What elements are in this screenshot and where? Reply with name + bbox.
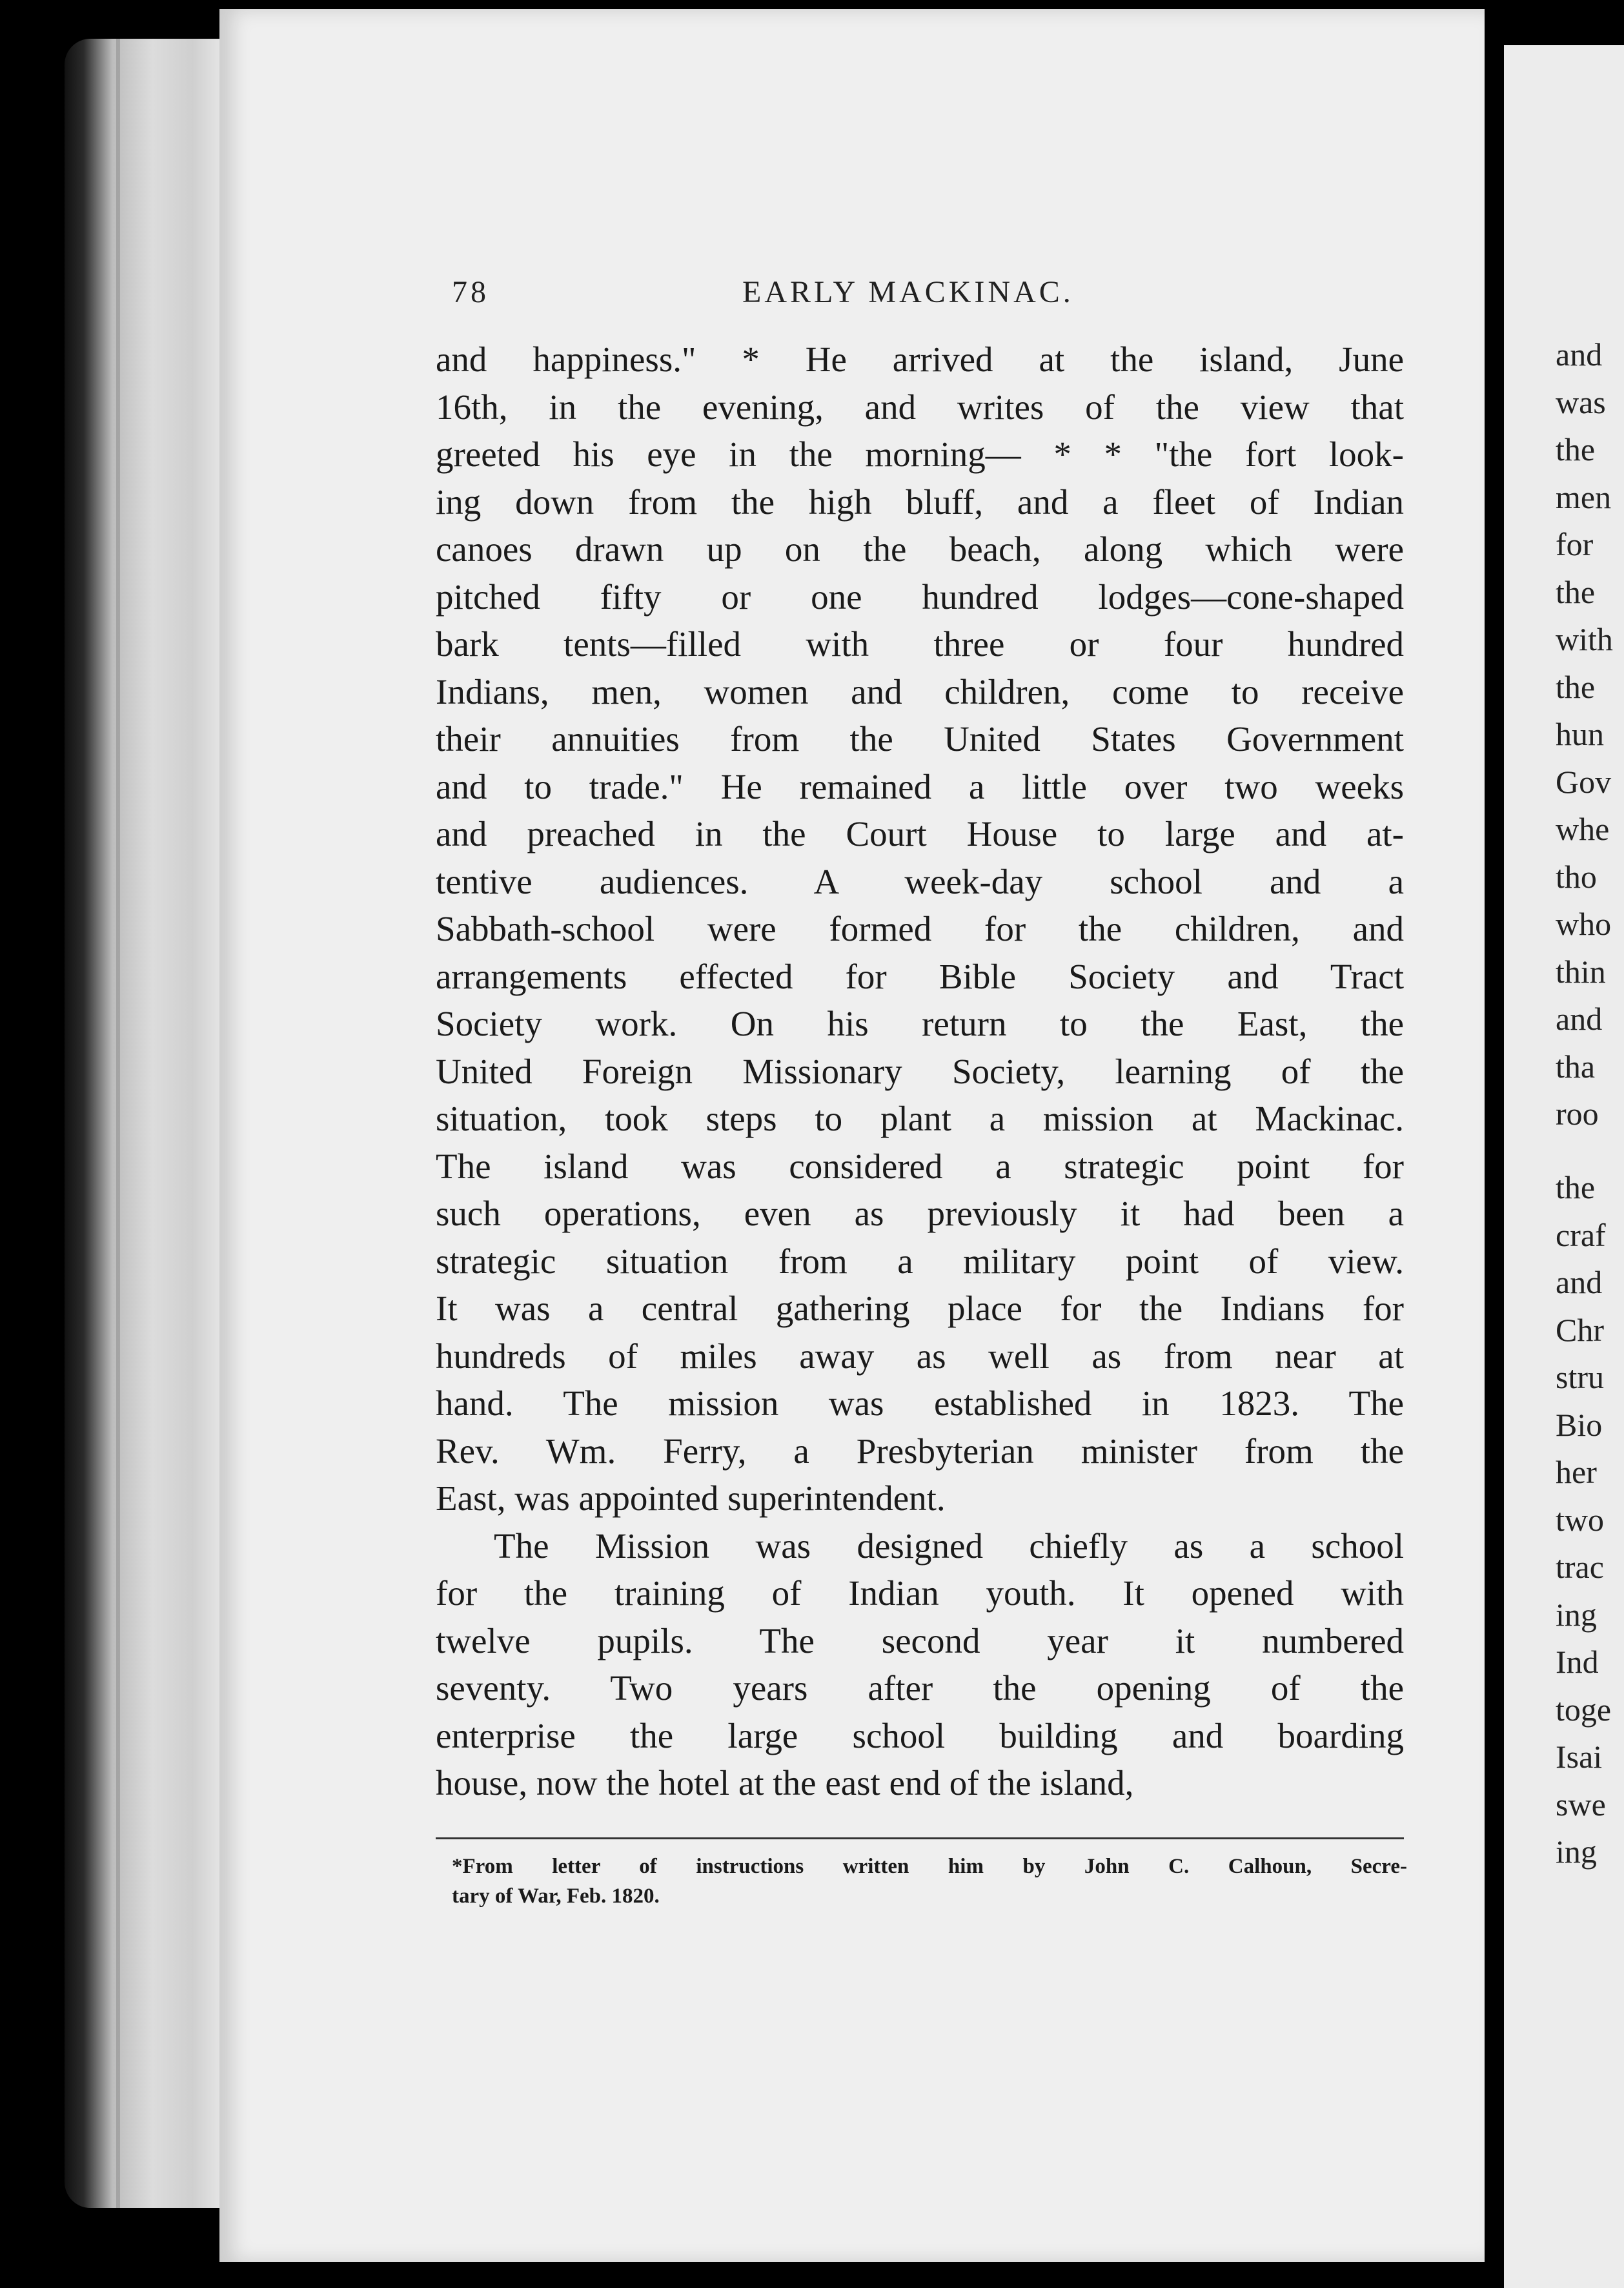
footnote-rule	[436, 1837, 1404, 1839]
right-page-fragment: two	[1556, 1501, 1604, 1538]
body-text	[436, 336, 1404, 1807]
right-page-fragment: and	[1556, 336, 1603, 373]
right-page-fragment: and	[1556, 1264, 1603, 1300]
right-page-fragment: the	[1556, 573, 1596, 610]
text-line: East, was appointed superintendent.	[436, 1478, 946, 1518]
text-line: hand. The mission was established in 1823. The	[436, 1384, 1404, 1423]
right-page-fragment: was	[1556, 383, 1606, 420]
text-line: United Foreign Missionary Society, learning of the	[436, 1051, 1404, 1091]
right-page-fragment: stru	[1556, 1359, 1604, 1395]
book-page-right	[1504, 45, 1624, 2288]
right-page-fragment: and	[1556, 1001, 1603, 1037]
right-page-fragment: toge	[1556, 1691, 1612, 1728]
right-page-fragment: the	[1556, 668, 1596, 705]
text-line: strategic situation from a military point of view.	[436, 1241, 1404, 1281]
right-page-fragment: Isai	[1556, 1739, 1603, 1775]
text-line: and preached in the Court House to large and at-	[436, 814, 1404, 853]
text-line: such operations, even as previously it had been a	[436, 1194, 1404, 1233]
text-line: and happiness." * He arrived at the island, June	[436, 340, 1404, 379]
page-number: 78	[452, 275, 489, 309]
text-line: enterprise the large school building and boarding	[436, 1715, 1404, 1755]
text-line: Indians, men, women and children, come to receive	[436, 671, 1404, 711]
footnote-line: tary of War, Feb. 1820.	[452, 1885, 660, 1908]
right-page-fragment: whe	[1556, 811, 1610, 847]
right-page-fragment: ing	[1556, 1596, 1597, 1633]
text-line: and to trade." He remained a little over two weeks	[436, 766, 1404, 806]
text-line: The Mission was designed chiefly as a school	[494, 1526, 1404, 1566]
text-line: arrangements effected for Bible Society and Tract	[436, 956, 1404, 996]
text-line: greeted his eye in the morning— * * "the fort look-	[436, 434, 1404, 474]
text-line: situation, took steps to plant a mission at Mackinac.	[436, 1099, 1404, 1138]
text-line: Society work. On his return to the East, the	[436, 1004, 1404, 1043]
text-line: house, now the hotel at the east end of the island,	[436, 1763, 1134, 1803]
right-page-fragment: hun	[1556, 716, 1604, 752]
text-line: hundreds of miles away as well as from near at	[436, 1336, 1404, 1376]
right-page-fragment: her	[1556, 1454, 1597, 1490]
text-line: pitched fifty or one hundred lodges—cone-shaped	[436, 577, 1404, 617]
right-page-fragment: who	[1556, 906, 1612, 942]
right-page-fragment: with	[1556, 621, 1613, 657]
text-line: It was a central gathering place for the Indians for	[436, 1289, 1404, 1328]
text-line: ing down from the high bluff, and a fleet of Indian	[436, 482, 1404, 522]
right-page-fragment: the	[1556, 1169, 1596, 1205]
text-line: twelve pupils. The second year it numbered	[436, 1620, 1404, 1660]
text-line: tentive audiences. A week-day school and a	[436, 861, 1404, 901]
text-line: for the training of Indian youth. It opened with	[436, 1573, 1404, 1613]
right-page-fragment: for	[1556, 526, 1594, 562]
page-header-title: EARLY MACKINAC.	[742, 275, 1074, 309]
right-page-fragment: men	[1556, 478, 1612, 515]
right-page-fragment: Chr	[1556, 1311, 1604, 1348]
text-line: Rev. Wm. Ferry, a Presbyterian minister from the	[436, 1431, 1404, 1471]
right-page-fragment: swe	[1556, 1786, 1606, 1823]
right-page-fragment: thin	[1556, 953, 1606, 990]
right-page-fragment: roo	[1556, 1096, 1599, 1132]
text-line: 16th, in the evening, and writes of the view that	[436, 387, 1404, 427]
right-page-fragment: tho	[1556, 858, 1597, 895]
footnote-line: *From letter of instructions written him by John C. Calhoun, Secre-	[452, 1855, 1407, 1878]
text-line: canoes drawn up on the beach, along which were	[436, 529, 1404, 569]
right-page-fragment: tha	[1556, 1048, 1596, 1085]
book-page-edges	[65, 39, 225, 2208]
text-line: bark tents—filled with three or four hundred	[436, 624, 1404, 664]
text-line: seventy. Two years after the opening of the	[436, 1668, 1404, 1708]
right-page-fragment: Gov	[1556, 763, 1612, 800]
text-line: Sabbath-school were formed for the children, and	[436, 909, 1404, 948]
right-page-fragment: the	[1556, 431, 1596, 467]
text-line: their annuities from the United States Government	[436, 719, 1404, 759]
right-page-fragment: Ind	[1556, 1644, 1599, 1680]
right-page-fragment: trac	[1556, 1549, 1604, 1585]
footnote	[452, 1852, 1407, 1911]
right-page-fragment: ing	[1556, 1833, 1597, 1870]
text-line: The island was considered a strategic point for	[436, 1146, 1404, 1186]
right-page-fragment: craf	[1556, 1216, 1606, 1253]
right-page-fragment: Bio	[1556, 1406, 1603, 1443]
